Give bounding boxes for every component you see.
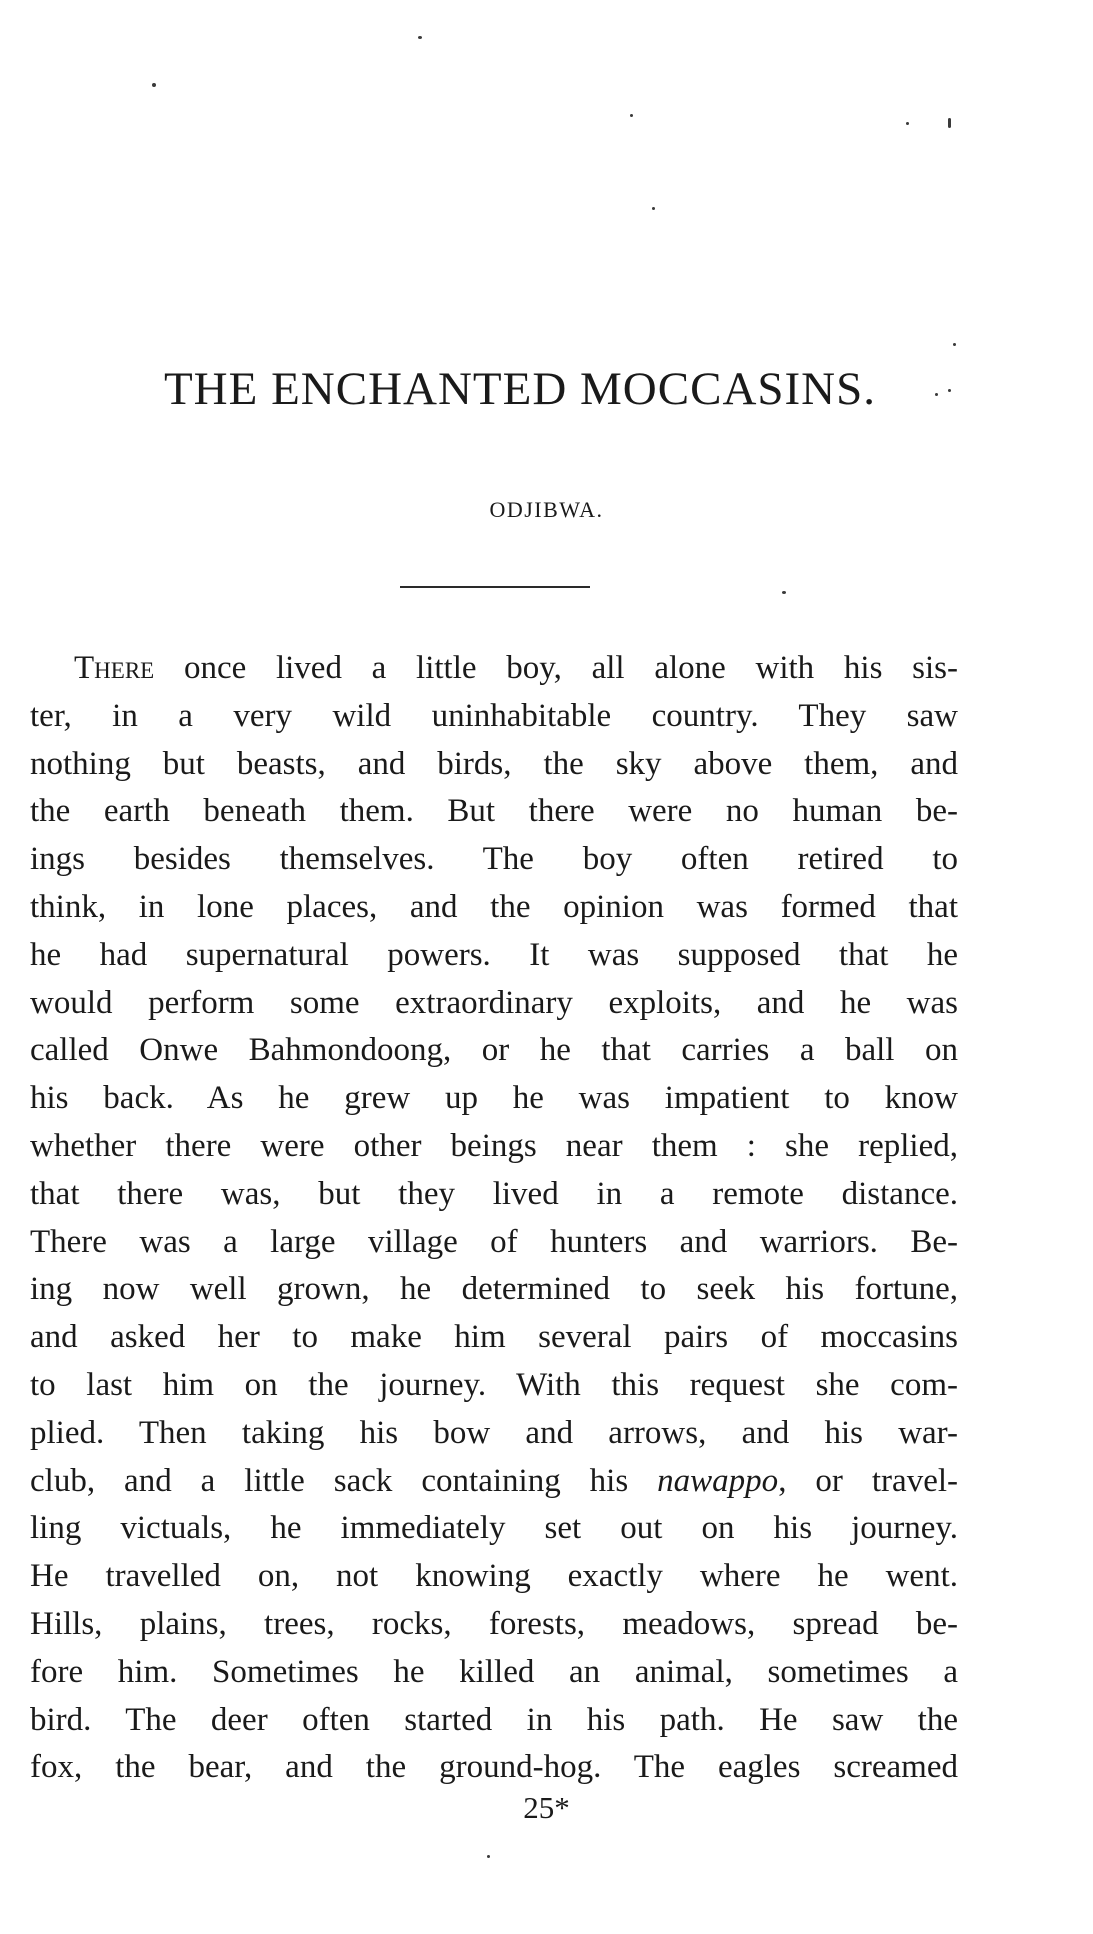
opening-word: There	[74, 650, 155, 686]
text-line: There was a large village of hunters and warriors. Be-	[30, 1223, 958, 1260]
text-line: to last him on the journey. With this request she com-	[30, 1366, 958, 1403]
scan-speck	[906, 122, 909, 125]
text-line: think, in lone places, and the opinion was formed that	[30, 888, 958, 925]
text-line	[30, 645, 958, 693]
scan-speck	[948, 118, 951, 128]
text-line-rest: once lived a little boy, all alone with his sis-	[154, 650, 958, 686]
italic-word: nawappo	[657, 1462, 779, 1499]
text-segment: , or travel-	[778, 1462, 958, 1499]
story-subtitle: ODJIBWA.	[489, 497, 604, 522]
scan-speck	[418, 36, 422, 39]
scan-speck	[953, 343, 956, 346]
text-line: ling victuals, he immediately set out on his journey.	[30, 1510, 958, 1547]
text-line: and asked her to make him several pairs of moccasins	[30, 1319, 958, 1356]
text-line: called Onwe Bahmondoong, or he that carries a ball on	[30, 1032, 958, 1069]
text-line: his back. As he grew up he was impatient to know	[30, 1080, 958, 1117]
text-line: He travelled on, not knowing exactly where he went.	[30, 1558, 958, 1595]
text-line: would perform some extraordinary exploits, and he was	[30, 984, 958, 1021]
title-divider	[400, 586, 590, 588]
text-line: the earth beneath them. But there were no human be-	[30, 793, 958, 830]
scan-speck	[487, 1855, 490, 1858]
text-line-with-italic	[30, 1458, 958, 1506]
scan-speck	[782, 591, 786, 594]
text-segment: club, and a little sack containing his	[30, 1462, 658, 1499]
text-line: ings besides themselves. The boy often retired to	[30, 841, 958, 878]
text-line: he had supernatural powers. It was supposed that he	[30, 936, 958, 973]
text-line: bird. The deer often started in his path. He saw the	[30, 1701, 958, 1738]
page-number: 25*	[523, 1790, 570, 1825]
scan-speck	[630, 114, 633, 117]
text-line: ing now well grown, he determined to seek his fortune,	[30, 1271, 958, 1308]
text-line: plied. Then taking his bow and arrows, and his war-	[30, 1414, 958, 1451]
scan-speck	[652, 207, 655, 210]
text-line: ter, in a very wild uninhabitable country. They saw	[30, 697, 958, 734]
text-line: whether there were other beings near them : she replied,	[30, 1127, 958, 1164]
text-line: fox, the bear, and the ground-hog. The eagles screamed	[30, 1749, 958, 1786]
story-title: THE ENCHANTED MOCCASINS.	[163, 363, 877, 415]
story-body	[30, 645, 958, 1792]
text-line: that there was, but they lived in a remote distance.	[30, 1175, 958, 1212]
text-line: nothing but beasts, and birds, the sky above them, and	[30, 745, 958, 782]
text-line: fore him. Sometimes he killed an animal, sometimes a	[30, 1653, 958, 1690]
text-line: Hills, plains, trees, rocks, forests, meadows, spread be-	[30, 1605, 958, 1642]
scan-speck	[152, 83, 156, 87]
